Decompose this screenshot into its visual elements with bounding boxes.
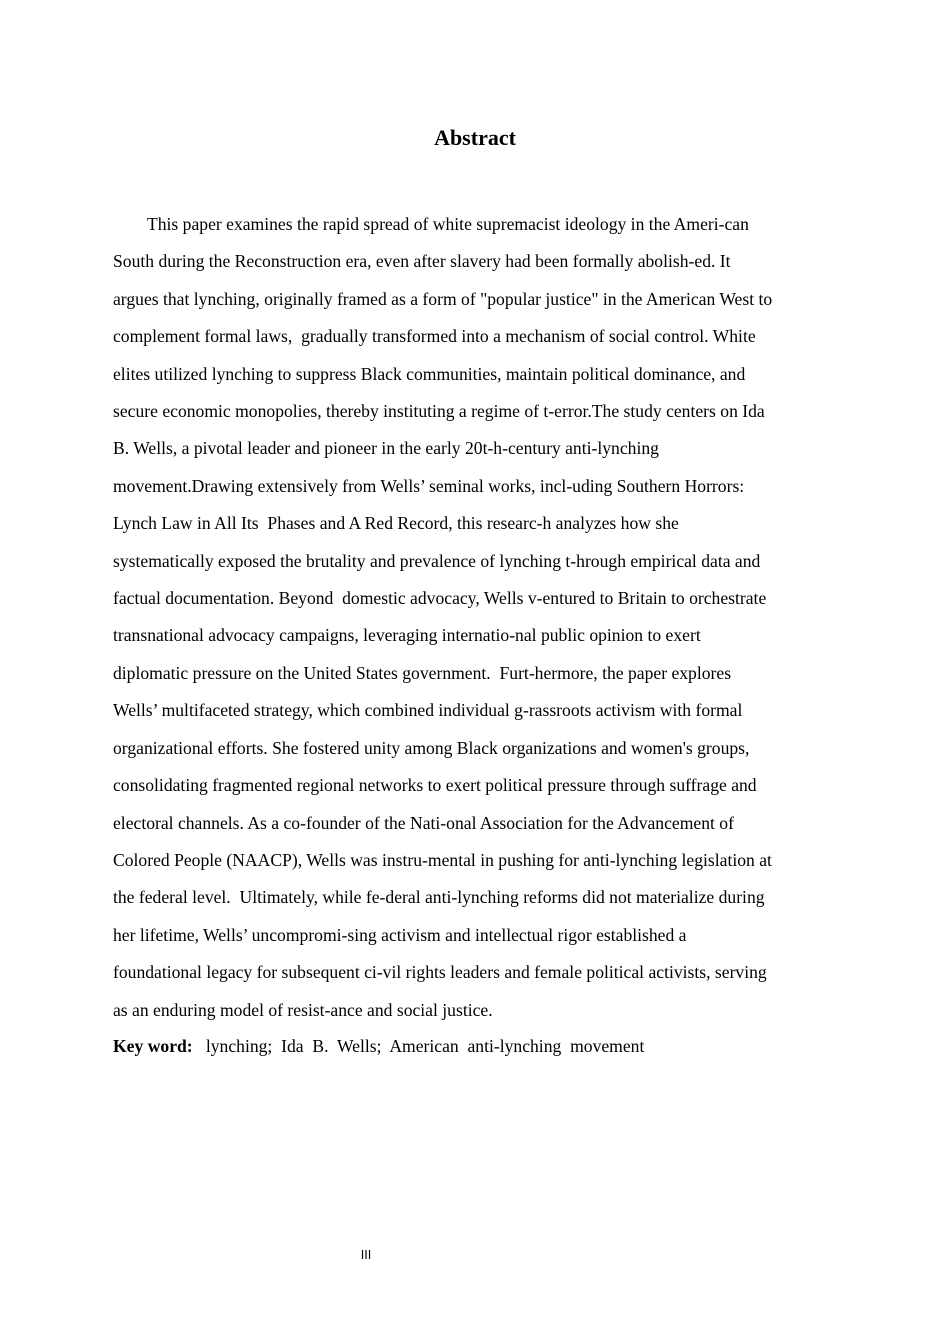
abstract-line: argues that lynching, originally framed as a form of "popular justice" in the American West to: [113, 288, 773, 309]
abstract-line: transnational advocacy campaigns, leveraging internatio-nal public opinion to exert: [113, 625, 701, 646]
abstract-line: secure economic monopolies, thereby instituting a regime of t-error.The study centers on Ida: [113, 401, 765, 422]
abstract-line: Colored People (NAACP), Wells was instru-mental in pushing for anti-lynching legislation at: [113, 849, 772, 870]
abstract-line: B. Wells, a pivotal leader and pioneer in the early 20t-h-century anti-lynching: [113, 438, 659, 459]
abstract-line: her lifetime, Wells’ uncompromi-sing activism and intellectual rigor established a: [113, 924, 687, 945]
abstract-body: [113, 206, 838, 1029]
abstract-line: Wells’ multifaceted strategy, which combined individual g-rassroots activism with formal: [113, 700, 743, 721]
keywords-label: Key word:: [113, 1036, 193, 1056]
keywords-value: lynching; Ida B. Wells; American anti-lynching movement: [192, 1036, 645, 1056]
abstract-line: as an enduring model of resist-ance and social justice.: [113, 999, 493, 1020]
abstract-line: the federal level. Ultimately, while fe-deral anti-lynching reforms did not materialize during: [113, 887, 765, 908]
abstract-line: diplomatic pressure on the United States government. Furt-hermore, the paper explores: [113, 662, 732, 683]
abstract-line: organizational efforts. She fostered unity among Black organizations and women's groups,: [113, 737, 750, 758]
abstract-line: This paper examines the rapid spread of white supremacist ideology in the Ameri-can: [147, 214, 749, 234]
abstract-line: complement formal laws, gradually transformed into a mechanism of social control. White: [113, 326, 756, 347]
abstract-line: elites utilized lynching to suppress Black communities, maintain political dominance, and: [113, 363, 746, 384]
abstract-line: electoral channels. As a co-founder of the Nati-onal Association for the Advancement of: [113, 812, 734, 833]
page-number: III: [360, 1248, 372, 1262]
abstract-line: foundational legacy for subsequent ci-vil rights leaders and female political activists, serving: [113, 962, 767, 983]
abstract-line: movement.Drawing extensively from Wells’ seminal works, incl-uding Southern Horrors:: [113, 475, 745, 496]
keywords-line: [113, 1032, 838, 1060]
abstract-line: South during the Reconstruction era, even after slavery had been formally abolish-ed. It: [113, 251, 731, 272]
abstract-line: consolidating fragmented regional networks to exert political pressure through suffrage and: [113, 775, 757, 796]
abstract-line: Lynch Law in All Its Phases and A Red Record, this researc-h analyzes how she: [113, 513, 679, 534]
abstract-line: systematically exposed the brutality and prevalence of lynching t-hrough empirical data and: [113, 550, 761, 571]
abstract-line: factual documentation. Beyond domestic advocacy, Wells v-entured to Britain to orchestrate: [113, 588, 767, 609]
abstract-title: Abstract: [434, 125, 516, 150]
